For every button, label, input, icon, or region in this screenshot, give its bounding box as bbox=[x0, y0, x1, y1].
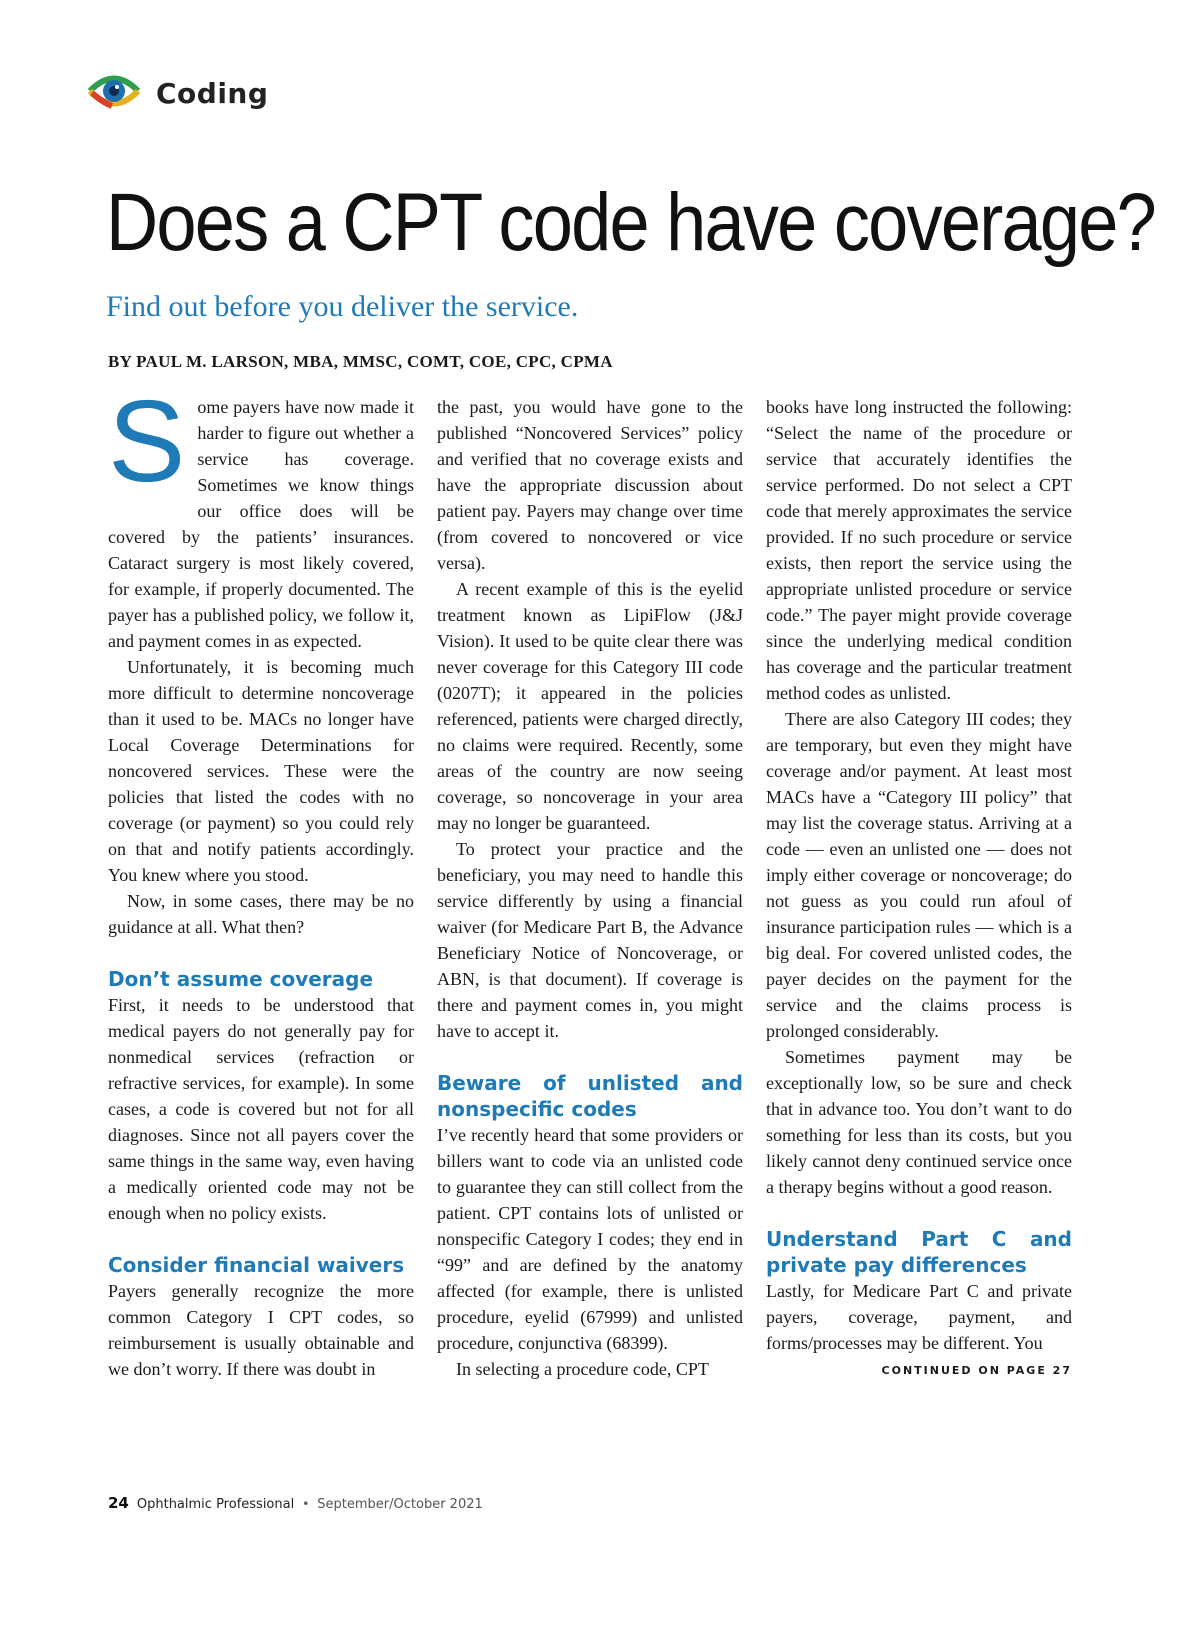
paragraph: First, it needs to be understood that medical payers do not generally pay for nonmedical services (refraction or refractive services, for example). In some cases, a code is covered but not for all diagnoses. Since not all payers cover the same things in the same way, even having a medically oriented code may not be enough when no policy exists. bbox=[108, 995, 414, 1223]
continued-link[interactable]: CONTINUED ON PAGE 27 bbox=[881, 1364, 1072, 1377]
paragraph: In selecting a procedure code, CPT bbox=[456, 1359, 709, 1379]
section-heading: Understand Part C and private pay differences bbox=[766, 1227, 1072, 1277]
paragraph: books have long instructed the following: “Select the name of the procedure or service that accurately identifies the service performed. Do not select a CPT code that merely approximates the service provided. If no such procedure or service exists, then report the service using the appropriate unlisted procedure or service code.” The payer might provide coverage since the underlying medical condition has coverage and the particular treatment method codes as unlisted. bbox=[766, 397, 1072, 703]
drop-cap: S bbox=[108, 376, 186, 506]
issue-date: September/October 2021 bbox=[317, 1497, 483, 1512]
paragraph: the past, you would have gone to the published “Noncovered Services” policy and verified that no coverage exists and have the appropriate discussion about patient pay. Payers may change over time (from covered to noncovered or vice versa). bbox=[437, 397, 743, 573]
paragraph: Lastly, for Medicare Part C and private payers, coverage, payment, and forms/processes may be different. You bbox=[766, 1281, 1072, 1353]
paragraph: Payers generally recognize the more common Category I CPT codes, so reimbursement is usually obtainable and we don’t worry. If there was doubt in bbox=[108, 1281, 414, 1379]
column-3 bbox=[766, 394, 1072, 1384]
column-1 bbox=[108, 376, 414, 1382]
section-tag bbox=[86, 68, 268, 119]
page-number: 24 bbox=[108, 1494, 129, 1512]
paragraph: ome payers have now made it harder to figure out whether a service has coverage. Sometimes we know things our office does will be covered by the patients’ insurances. Cataract surgery is most likely covered, for example, if properly documented. The payer has a published policy, we follow it, and payment comes in as expected. bbox=[108, 397, 414, 651]
paragraph: To protect your practice and the beneficiary, you may need to handle this service differently by using a financial waiver (for Medicare Part B, the Advance Beneficiary Notice of Noncoverage, or ABN, is that document). If coverage is there and payment comes in, you might have to accept it. bbox=[437, 839, 743, 1041]
byline: BY PAUL M. LARSON, MBA, MMSC, COMT, COE, CPC, CPMA bbox=[108, 352, 613, 371]
magazine-name: Ophthalmic Professional bbox=[136, 1497, 295, 1512]
footer-separator: • bbox=[302, 1497, 310, 1511]
section-label: Coding bbox=[156, 77, 269, 110]
section-heading: Don’t assume coverage bbox=[108, 967, 374, 991]
column-2 bbox=[437, 394, 743, 1382]
eye-icon bbox=[86, 68, 142, 119]
paragraph: A recent example of this is the eyelid treatment known as LipiFlow (J&J Vision). It used to be quite clear there was never coverage for this Category III code (0207T); it appeared in the policies referenced, patients were charged directly, no claims were required. Recently, some areas of the country are now seeing coverage, so noncoverage in your area may no longer be guaranteed. bbox=[437, 579, 743, 833]
article-headline: Does a CPT code have coverage? bbox=[106, 177, 1155, 268]
paragraph: Sometimes payment may be exceptionally low, so be sure and check that in advance too. You don’t want to do something for less than its costs, but you likely cannot deny continued service once a therapy begins without a good reason. bbox=[766, 1047, 1072, 1197]
paragraph: I’ve recently heard that some providers or billers want to code via an unlisted code to guarantee they can still collect from the patient. CPT contains lots of unlisted or nonspecific Category I codes; they end in “99” and are defined by the anatomy affected (for example, there is unlisted procedure, eyelid (67999) and unlisted procedure, conjunctiva (68399). bbox=[437, 1125, 743, 1353]
paragraph: Now, in some cases, there may be no guidance at all. What then? bbox=[108, 891, 414, 937]
paragraph: There are also Category III codes; they are temporary, but even they might have coverage and/or payment. At least most MACs have a “Category III policy” that may list the coverage status. Arriving at a code — even an unlisted one — does not imply either coverage or noncoverage; do not guess as you could run afoul of insurance participation rules — which is a big deal. For covered unlisted codes, the payer decides on the payment for the service and the claims process is prolonged considerably. bbox=[766, 709, 1072, 1041]
section-heading: Beware of unlisted and nonspecific codes bbox=[437, 1071, 743, 1121]
section-heading: Consider financial waivers bbox=[108, 1253, 405, 1277]
page-footer bbox=[108, 1494, 483, 1512]
article-subhead: Find out before you deliver the service. bbox=[106, 290, 579, 323]
paragraph: Unfortunately, it is becoming much more difficult to determine noncoverage than it used to be. MACs no longer have Local Coverage Determinations for noncovered services. These were the policies that listed the codes with no coverage (or payment) so you could rely on that and notify patients accordingly. You knew where you stood. bbox=[108, 657, 414, 885]
